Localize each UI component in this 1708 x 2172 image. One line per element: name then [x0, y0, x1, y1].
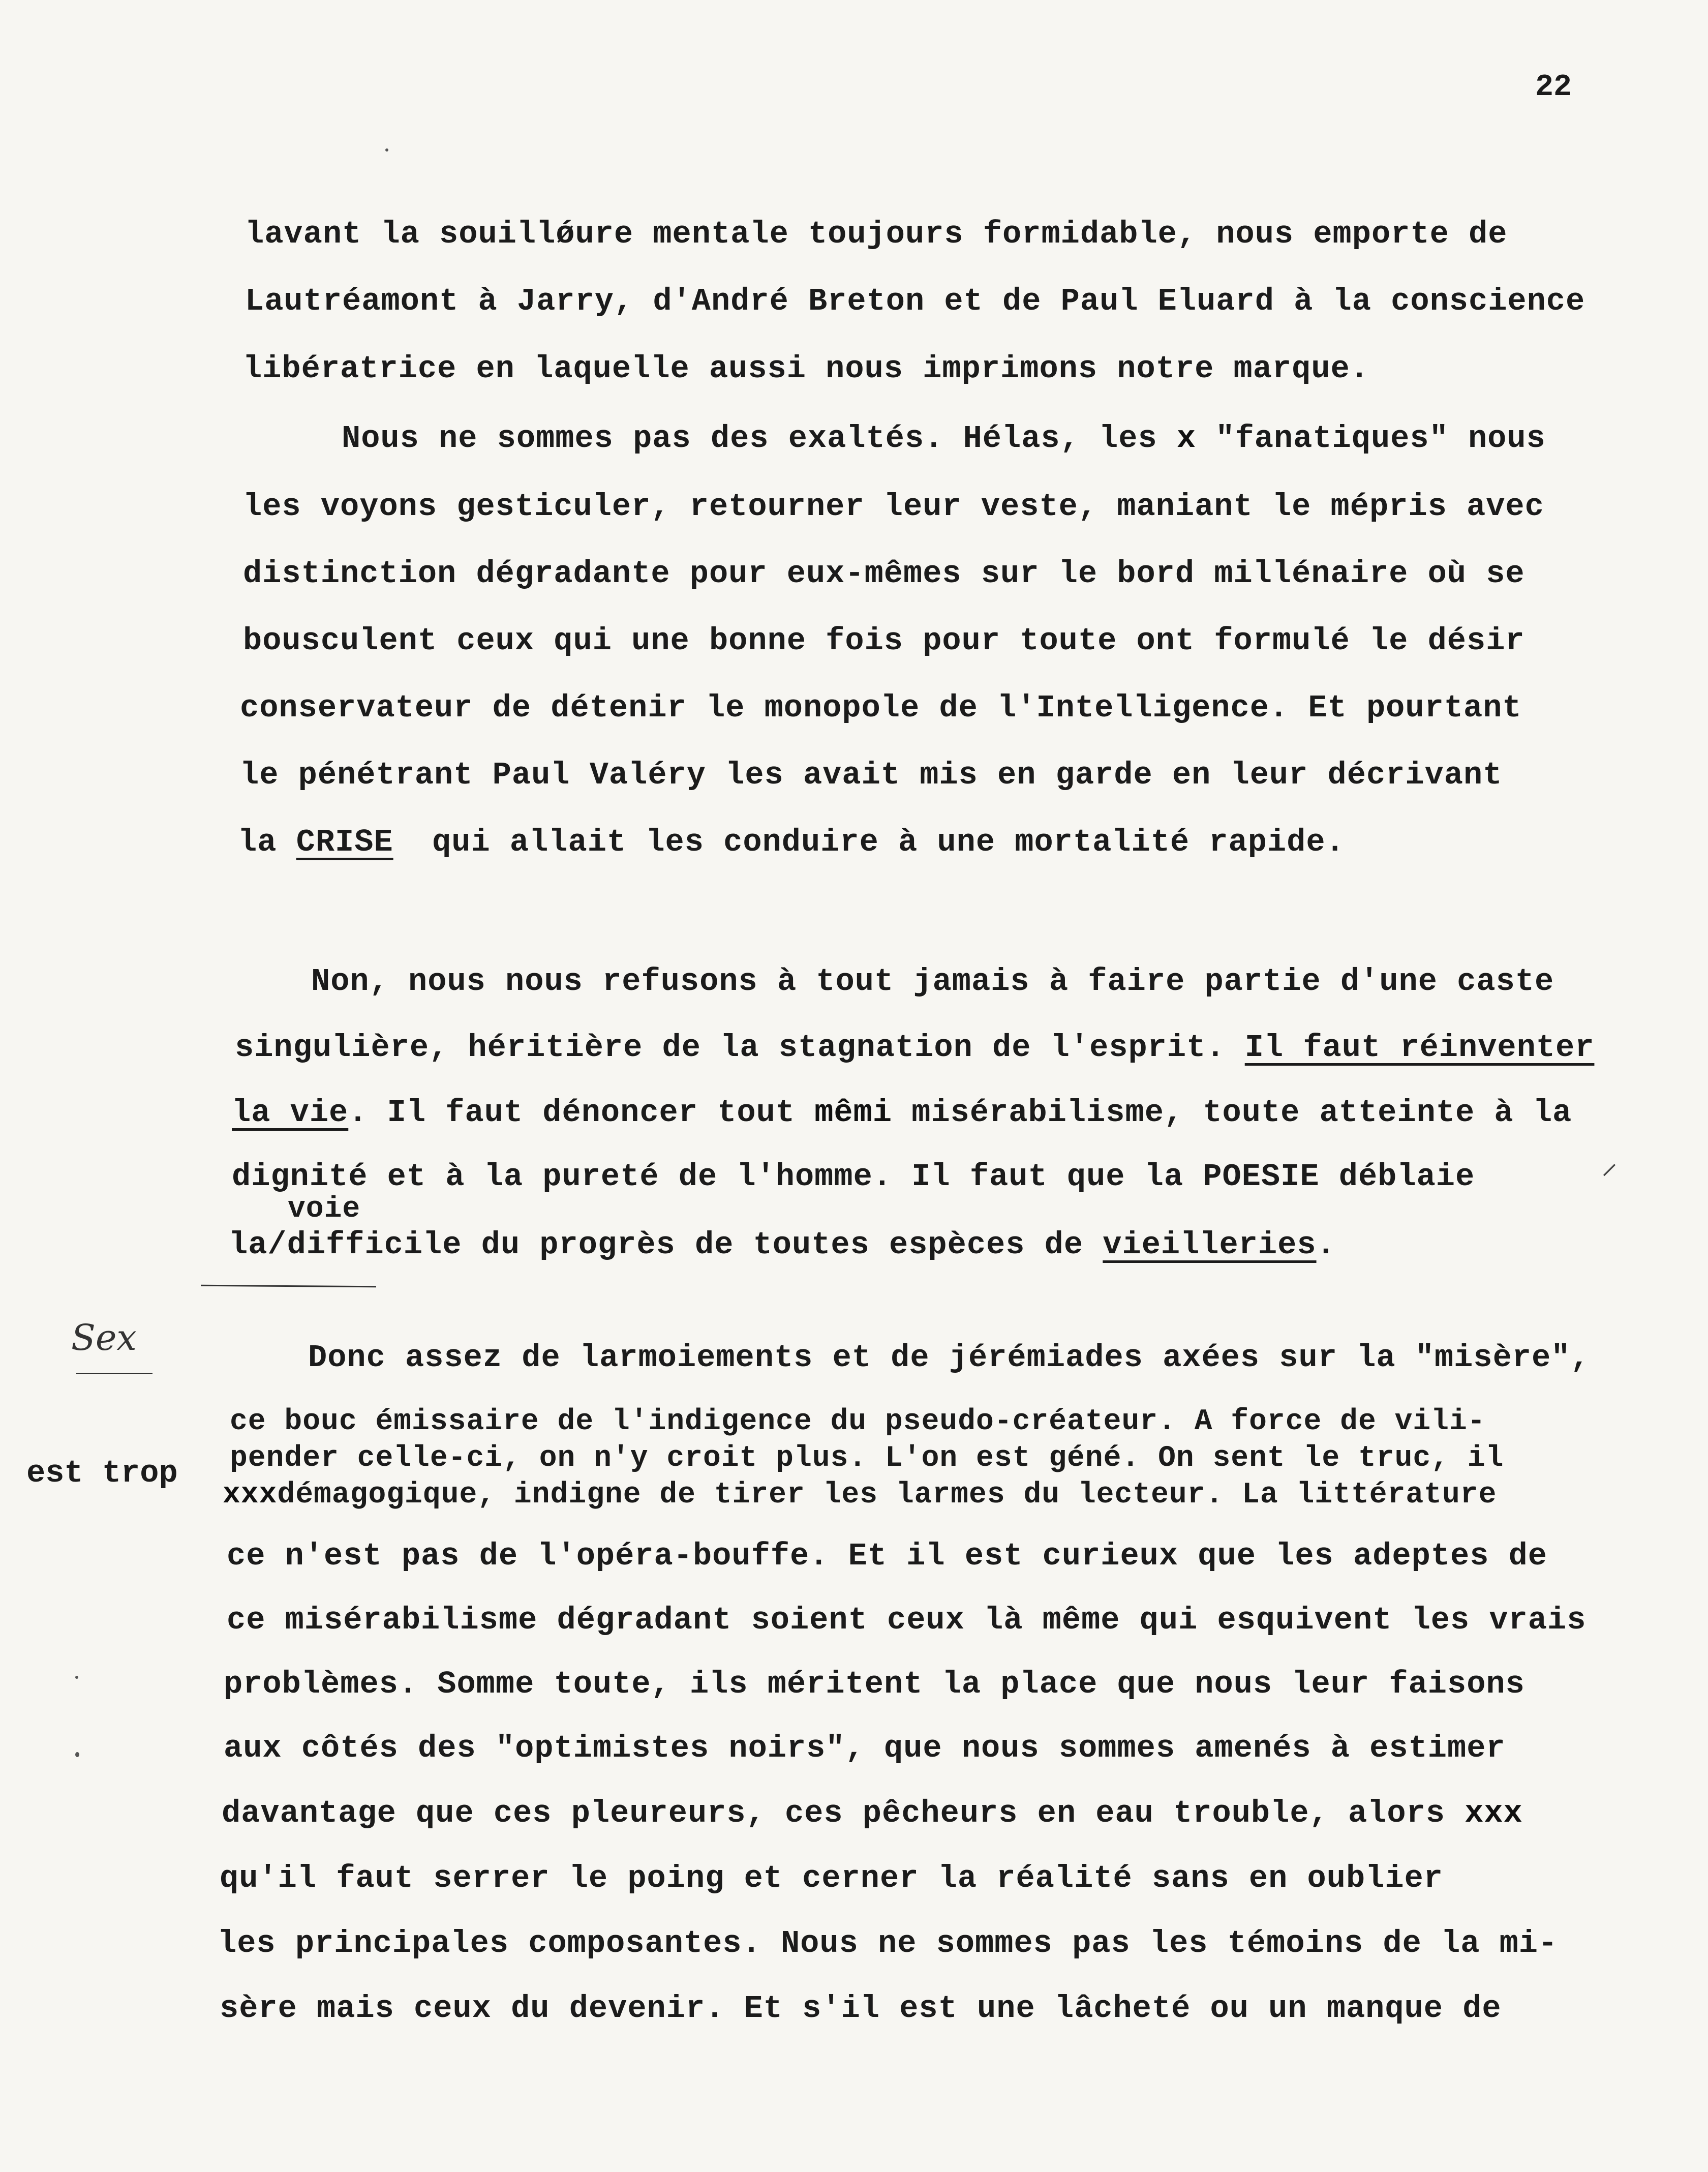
text-line: pender celle-ci, on n'y croit plus. L'on est géné. On sent le truc, il	[230, 1442, 1504, 1475]
text-span: qui allait les conduire à une mortalité rapide.	[393, 824, 1345, 860]
text-line: qu'il faut serrer le poing et cerner la réalité sans en oublier	[220, 1860, 1443, 1896]
text-line: lavant la souillǿure mentale toujours formidable, nous emporte de	[245, 216, 1508, 252]
pencil-line	[76, 1373, 152, 1374]
text-line	[223, 1481, 1497, 1510]
text-line: ce n'est pas de l'opéra-bouffe. Et il est curieux que les adeptes de	[227, 1538, 1548, 1574]
strikeout: x	[1176, 420, 1197, 457]
text-line: Donc assez de larmoiements et de jérémiades axées sur la "misère",	[308, 1340, 1590, 1376]
typed-insertion: voie	[288, 1193, 361, 1226]
text-line: ce misérabilisme dégradant soient ceux là même qui esquivent les vrais	[227, 1602, 1587, 1638]
text-line: aux côtés des "optimistes noirs", que nous sommes amenés à estimer	[224, 1730, 1506, 1766]
text-line: ce bouc émissaire de l'indigence du pseudo-créateur. A force de vili-	[230, 1405, 1486, 1438]
underlined-phrase: la vie	[232, 1095, 349, 1131]
text-line	[238, 824, 1345, 860]
text-line: bousculent ceux qui une bonne fois pour toute ont formulé le désir	[243, 623, 1525, 659]
paper-speck	[75, 1676, 78, 1679]
text-span: singulière, héritière de la stagnation de l'esprit.	[235, 1030, 1245, 1066]
text-line: problèmes. Somme toute, ils méritent la place que nous leur faisons	[224, 1666, 1525, 1702]
paper-speck	[385, 148, 388, 152]
text-line: Non, nous nous refusons à tout jamais à faire partie d'une caste	[311, 963, 1554, 1000]
strikeout: xxx	[1465, 1795, 1523, 1831]
text-line	[232, 1097, 1572, 1129]
text-line: dignité et à la pureté de l'homme. Il faut que la POESIE déblaie	[232, 1159, 1475, 1195]
text-line: libératrice en laquelle aussi nous imprimons notre marque.	[243, 351, 1369, 387]
text-line: les voyons gesticuler, retourner leur veste, maniant le mépris avec	[243, 489, 1544, 525]
text-span: . Il faut dénoncer tout	[348, 1095, 815, 1131]
text-span: .	[1316, 1227, 1336, 1263]
text-line	[235, 1032, 1594, 1064]
paper-speck	[75, 1752, 79, 1757]
page-number: 22	[1535, 70, 1572, 105]
typed-margin-note: est trop	[26, 1455, 178, 1491]
text-line: conservateur de détenir le monopole de l'Intelligence. Et pourtant	[240, 690, 1522, 726]
text-line	[222, 1795, 1523, 1831]
text-line: les principales composantes. Nous ne sommes pas les témoins de la mi-	[218, 1925, 1558, 1962]
text-line	[229, 1229, 1336, 1261]
text-span: la/difficile du progrès de toutes espèces de	[229, 1227, 1103, 1263]
strikeout: xxx	[223, 1479, 278, 1512]
text-span: démagogique, indigne de tirer les larmes du lecteur. La littérature	[277, 1479, 1497, 1512]
strikeout: mêmi	[814, 1095, 893, 1131]
text-span: misérabilisme, toute atteinte à la	[892, 1095, 1572, 1131]
text-span: la	[238, 824, 296, 860]
underlined-word: CRISE	[296, 824, 393, 860]
text-line: distinction dégradante pour eux-mêmes sur le bord millénaire où se	[243, 556, 1525, 592]
pencil-line	[201, 1285, 376, 1287]
text-line: le pénétrant Paul Valéry les avait mis en garde en leur décrivant	[240, 757, 1503, 793]
text-span: Nous ne sommes pas des exaltés. Hélas, les	[342, 420, 1177, 457]
underlined-word: vieilleries	[1103, 1227, 1317, 1263]
text-span: davantage que ces pleureurs, ces pêcheurs en eau trouble, alors	[222, 1795, 1465, 1831]
text-span: "fanatiques" nous	[1196, 420, 1546, 457]
underlined-phrase: Il faut réinventer	[1244, 1030, 1595, 1066]
pencil-mark: ⸝	[1601, 1144, 1618, 1182]
text-line: Lautréamont à Jarry, d'André Breton et de Paul Eluard à la conscience	[245, 283, 1585, 319]
text-line: sère mais ceux du devenir. Et s'il est une lâcheté ou un manque de	[220, 1990, 1502, 2027]
handwritten-margin-note: Sex	[71, 1317, 137, 1359]
text-line	[342, 420, 1546, 457]
